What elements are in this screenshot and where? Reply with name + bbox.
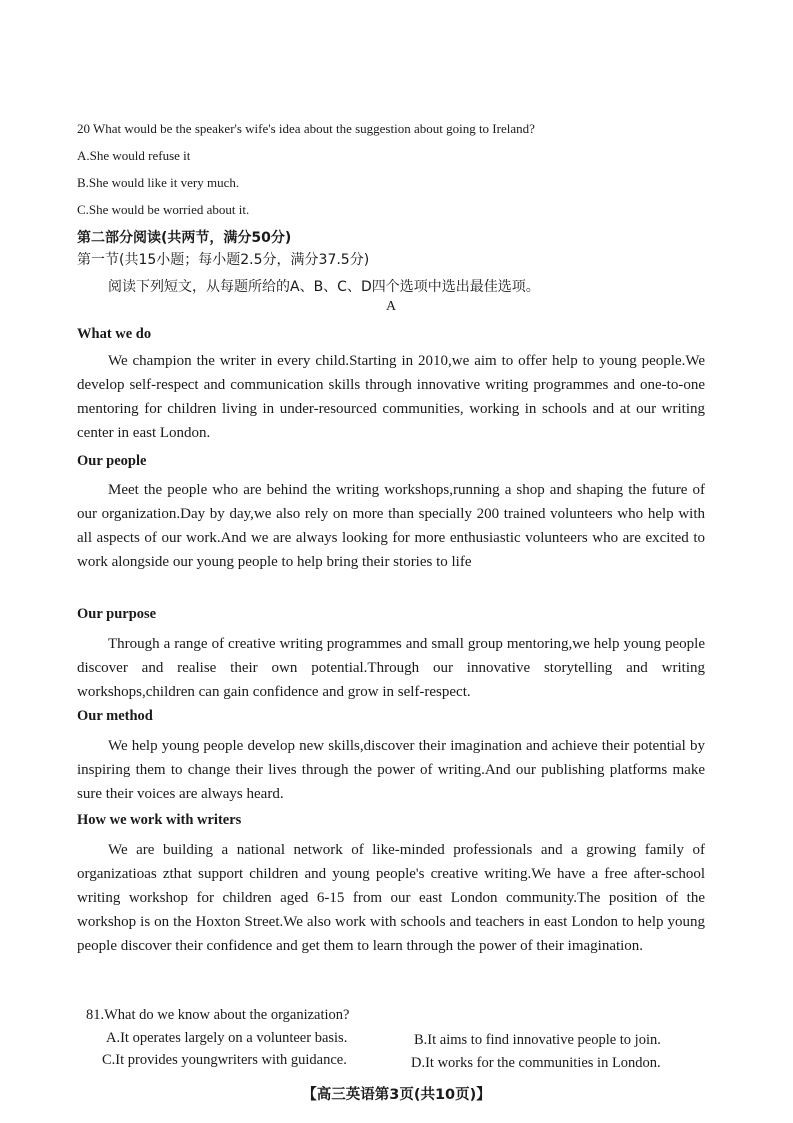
heading-our-purpose: Our purpose [77, 606, 157, 622]
question-20-option-a: A.She would refuse it [77, 148, 191, 163]
instruction: 阅读下列短文，从每题所给的A、B、C、D四个选项中选出最佳选项。 [108, 279, 540, 295]
heading-how-we-work: How we work with writers [77, 812, 242, 828]
part-title: 第二部分阅读(共两节，满分50分) [77, 230, 292, 246]
heading-what-we-do: What we do [77, 326, 152, 342]
question-81-option-a: A.It operates largely on a volunteer basis. [106, 1029, 348, 1046]
page-footer: 【高三英语第3页(共10页)】 [302, 1086, 491, 1103]
question-20-stem: 20 What would be the speaker's wife's idea about the suggestion about going to Ireland? [77, 121, 535, 136]
heading-our-method: Our method [77, 708, 153, 724]
paragraph-our-people: Meet the people who are behind the writing workshops,running a shop and shaping the future of our organization.Day by day,we also rely on more than specially 200 trained volunteers who help with all aspects of our work.And we are always looking for more enthusiastic volunteers who are excited to work alongside our young people to help bring their stories to life [77, 482, 705, 570]
question-81-stem: 81.What do we know about the organization? [86, 1006, 350, 1023]
question-20-option-c: C.She would be worried about it. [77, 202, 250, 217]
paragraph-what-we-do: We champion the writer in every child.Starting in 2010,we aim to offer help to young people.We develop self-respect and communication skills through innovative writing programmes and one-to-one mentoring for children living in under-resourced communities, working in schools and at our writing center in east London. [77, 353, 705, 441]
paragraph-how-we-work: We are building a national network of like-minded professionals and a growing family of organizatioas zthat support children and young people's creative writing.We have a free after-school writing workshop for children aged 6-15 from our east London community.The position of the workshop is on the Hoxton Street.We also work with schools and teachers in east London to help young people discover their confidence and get them to learn through the power of their imagination. [77, 842, 705, 954]
question-81-option-b: B.It aims to find innovative people to join. [414, 1031, 661, 1048]
section-title: 第一节(共15小题；每小题2.5分，满分37.5分) [77, 252, 370, 268]
paragraph-our-purpose: Through a range of creative writing programmes and small group mentoring,we help young people discover and realise their own potential.Through our innovative storytelling and writing workshops,children can gain confidence and grow in self-respect. [77, 636, 705, 700]
paragraph-our-method: We help young people develop new skills,discover their imagination and achieve their potential by inspiring them to change their lives through the power of writing.And our publishing platforms make sure their voices are always heard. [77, 738, 705, 802]
question-20-option-b: B.She would like it very much. [77, 175, 240, 190]
heading-our-people: Our people [77, 453, 147, 469]
question-81-option-c: C.It provides youngwriters with guidance. [102, 1051, 347, 1068]
passage-label: A [385, 299, 397, 314]
question-81-option-d: D.It works for the communities in London. [411, 1054, 661, 1071]
